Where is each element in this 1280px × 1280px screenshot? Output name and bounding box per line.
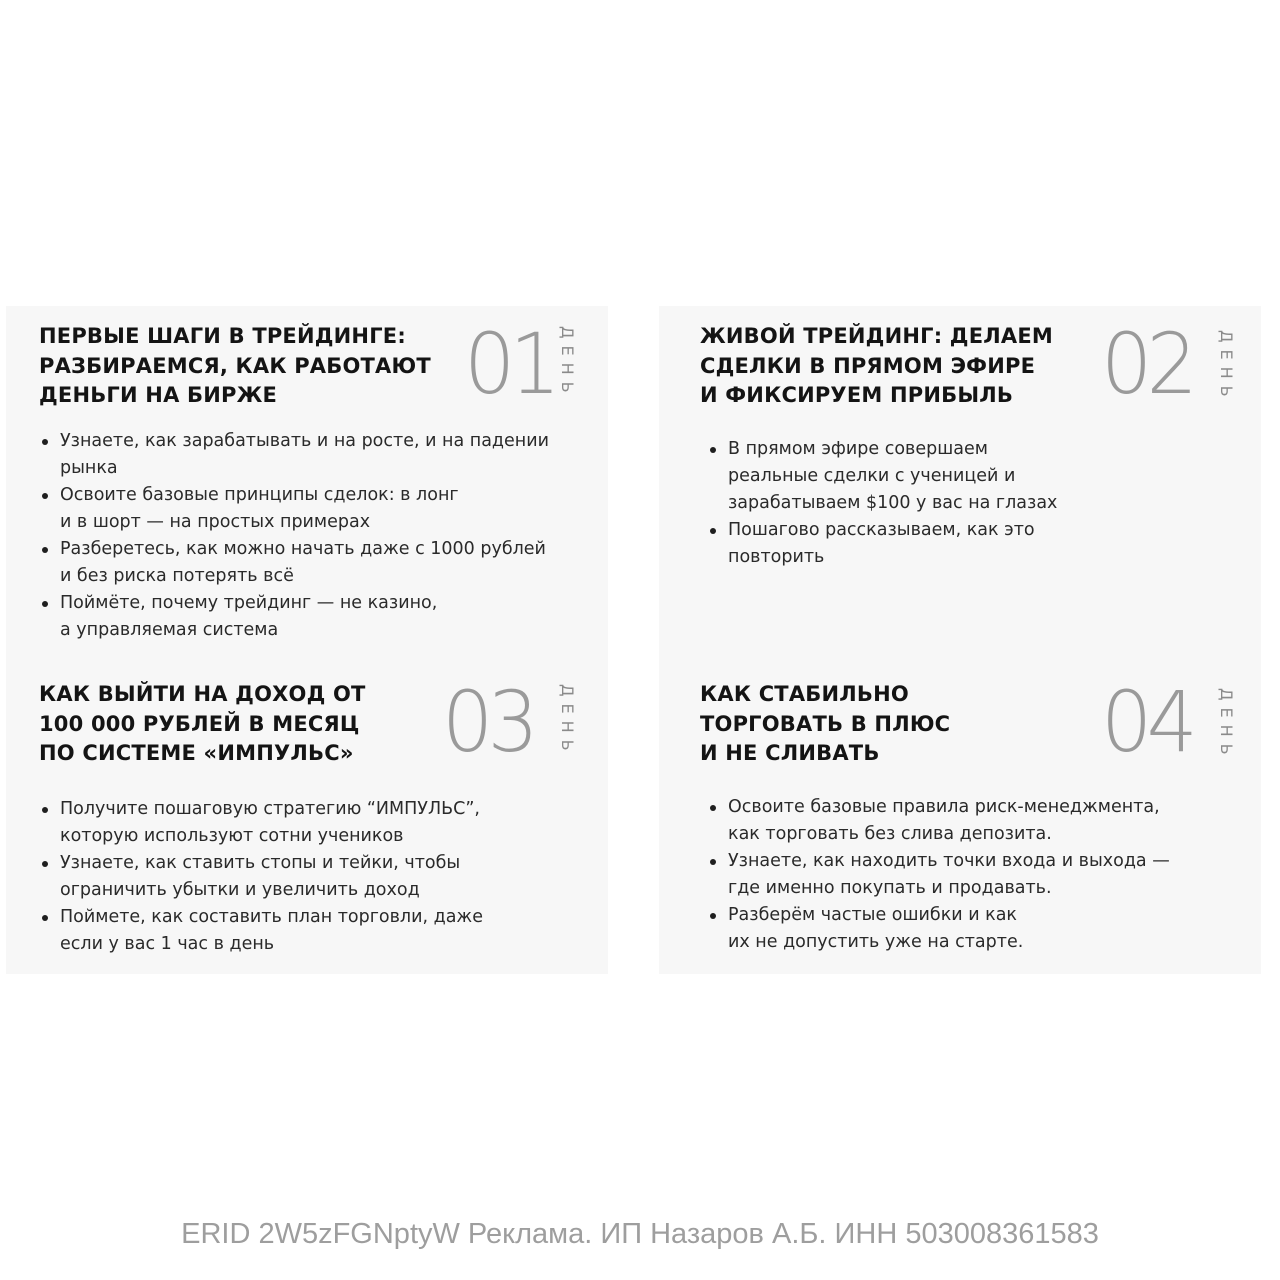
title-line: И НЕ СЛИВАТЬ xyxy=(700,741,880,765)
bullet-line: если у вас 1 час в день xyxy=(60,934,275,954)
bullet-line: которую используют сотни учеников xyxy=(60,826,404,846)
bullet-line: и в шорт — на простых примерах xyxy=(60,512,371,532)
day-card-3 xyxy=(6,664,608,974)
bullet-line: реальные сделки с ученицей и xyxy=(728,466,1016,486)
bullet-line: как торговать без слива депозита. xyxy=(728,824,1052,844)
bullet-item xyxy=(707,794,1170,848)
bullet-item xyxy=(39,796,483,850)
bullet-item xyxy=(39,850,483,904)
bullet-line: ограничить убытки и увеличить доход xyxy=(60,880,420,900)
bullet-line: Разберетесь, как можно начать даже с 1000 рублей xyxy=(60,539,546,559)
title-line: КАК СТАБИЛЬНО xyxy=(700,682,909,706)
bullet-line: Узнаете, как зарабатывать и на росте, и на падении xyxy=(60,431,549,451)
bullet-line: Получите пошаговую стратегию “ИМПУЛЬС”, xyxy=(60,799,480,819)
bullet-line: их не допустить уже на старте. xyxy=(728,932,1024,952)
bullet-item xyxy=(707,436,1057,517)
title-line: 100 000 РУБЛЕЙ В МЕСЯЦ xyxy=(39,711,360,736)
bullet-line: повторить xyxy=(728,547,825,567)
bullet-item xyxy=(39,904,483,958)
title-line: СДЕЛКИ В ПРЯМОМ ЭФИРЕ xyxy=(700,353,1036,378)
bullet-item xyxy=(707,902,1170,956)
bullet-list xyxy=(39,428,549,644)
day-number: 04 xyxy=(1101,673,1193,771)
card-title xyxy=(700,680,950,769)
bullet-item xyxy=(39,428,549,482)
bullet-item xyxy=(39,536,549,590)
bullet-list xyxy=(707,436,1057,571)
bullet-item xyxy=(707,517,1057,571)
title-line: ПЕРВЫЕ ШАГИ В ТРЕЙДИНГЕ: xyxy=(39,324,406,348)
bullet-line: В прямом эфире совершаем xyxy=(728,439,988,459)
title-line: И ФИКСИРУЕМ ПРИБЫЛЬ xyxy=(700,383,1014,407)
bullet-line: где именно покупать и продавать. xyxy=(728,878,1052,898)
bullet-line: Поймете, как составить план торговли, даже xyxy=(60,907,483,927)
bullet-line: Поймёте, почему трейдинг — не казино, xyxy=(60,593,438,613)
title-line: ЖИВОЙ ТРЕЙДИНГ: ДЕЛАЕМ xyxy=(700,324,1053,348)
bullet-line: и без риска потерять всё xyxy=(60,566,294,586)
day-card-1 xyxy=(6,306,608,664)
title-line: ПО СИСТЕМЕ «ИМПУЛЬС» xyxy=(39,741,354,765)
bullet-line: Узнаете, как ставить стопы и тейки, чтобы xyxy=(60,853,461,873)
bullet-line: Освоите базовые принципы сделок: в лонг xyxy=(60,485,459,505)
day-label: ДЕНЬ xyxy=(558,684,577,758)
bullet-line: рынка xyxy=(60,458,118,478)
day-card-2 xyxy=(659,306,1261,664)
day-number: 03 xyxy=(442,673,534,771)
bullet-item xyxy=(707,848,1170,902)
title-line: РАЗБИРАЕМСЯ, КАК РАБОТАЮТ xyxy=(39,353,431,378)
day-label: ДЕНЬ xyxy=(1217,330,1236,404)
day-label: ДЕНЬ xyxy=(558,326,577,400)
day-label: ДЕНЬ xyxy=(1217,688,1236,762)
bullet-item xyxy=(39,482,549,536)
ad-disclaimer: ERID 2W5zFGNptyW Реклама. ИП Назаров А.Б. ИНН 503008361583 xyxy=(181,1218,1099,1250)
bullet-line: Освоите базовые правила риск-менеджмента, xyxy=(728,797,1160,817)
title-line: ДЕНЬГИ НА БИРЖЕ xyxy=(39,383,278,407)
card-title xyxy=(700,322,1053,411)
bullet-line: Узнаете, как находить точки входа и выхода — xyxy=(728,851,1170,871)
title-line: ТОРГОВАТЬ В ПЛЮС xyxy=(700,711,951,736)
title-line: КАК ВЫЙТИ НА ДОХОД ОТ xyxy=(39,682,366,706)
bullet-line: Пошагово рассказываем, как это xyxy=(728,520,1035,540)
bullet-line: зарабатываем $100 у вас на глазах xyxy=(728,493,1058,513)
card-title xyxy=(39,680,366,769)
day-number: 01 xyxy=(464,315,556,413)
bullet-line: а управляемая система xyxy=(60,620,279,640)
bullet-line: Разберём частые ошибки и как xyxy=(728,905,1017,925)
bullet-list xyxy=(39,796,483,958)
bullet-list xyxy=(707,794,1170,956)
day-number: 02 xyxy=(1101,315,1193,413)
card-title xyxy=(39,322,431,411)
day-card-4 xyxy=(659,664,1261,974)
bullet-item xyxy=(39,590,549,644)
